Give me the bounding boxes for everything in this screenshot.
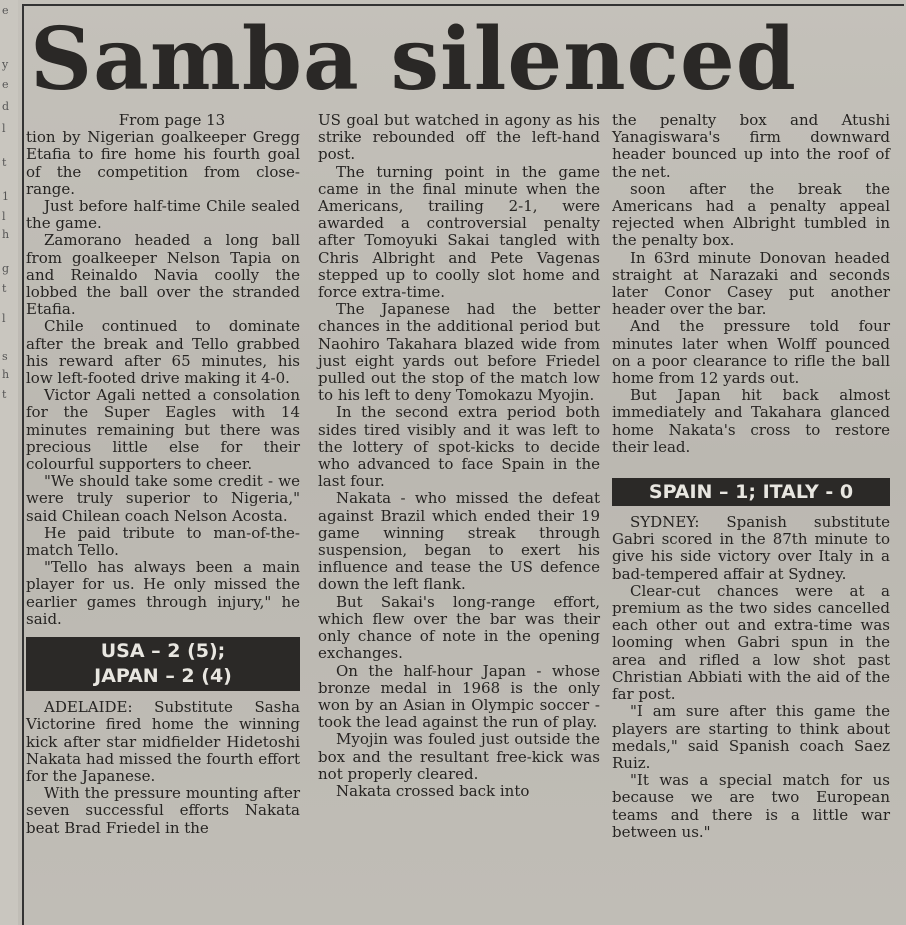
paragraph: The turning point in the game came in the final minute when the Americans, trailing 2-1, were awarded a controversial penalty after Tomoyuki Sakai tangled with Chris Albright and Pete Vagenas stepped up to coolly slot home and force extra-time.: [318, 162, 600, 302]
headline: Samba silenced: [30, 9, 797, 110]
paragraph: Zamorano headed a long ball from goalkeeper Nelson Tapia on and Reinaldo Navia coolly the lobbed the ball over the stranded Etafia.: [26, 231, 300, 319]
margin-fragment: t: [2, 156, 7, 169]
paragraph: And the pressure told four minutes later when Wolff pounced on a poor clearance to rifle the ball home from 12 yards out.: [612, 317, 890, 388]
paragraph: soon after the break the Americans had a penalty appeal rejected when Albright tumbled in the penalty box.: [612, 179, 890, 250]
paragraph: Myojin was fouled just outside the box and the resultant free-kick was not properly cleared.: [318, 730, 600, 783]
paragraph: He paid tribute to man-of-the-match Tello.: [26, 523, 300, 560]
paragraph: the penalty box and Atushi Yanagiswara's firm downward header bounced up into the roof of the net.: [612, 111, 890, 181]
paragraph: "Tello has always been a main player for us. He only missed the earlier games through injury," he said.: [26, 558, 300, 628]
margin-fragment: s: [2, 350, 8, 363]
margin-fragment: t: [2, 282, 7, 295]
paragraph: US goal but watched in agony as his strike rebounded off the left-hand post.: [318, 111, 600, 164]
margin-fragment: e: [2, 78, 9, 91]
paragraph: The Japanese had the better chances in the additional period but Naohiro Takahara blazed wide from just eight yards out before Friedel pulled out the stop of the match low to his left to deny Tomokazu Myojin.: [318, 300, 600, 405]
paragraph: In the second extra period both sides tired visibly and it was left to the lottery of spot-kicks to decide who advanced to face Spain in the last four.: [318, 403, 600, 491]
spain-italy-score-banner: SPAIN – 1; ITALY - 0: [612, 478, 890, 506]
margin-fragment: e: [2, 4, 9, 17]
banner-line: USA – 2 (5);: [100, 640, 226, 663]
usa-japan-score-banner: [26, 637, 300, 691]
margin-fragment: l: [2, 210, 6, 223]
paragraph: But Japan hit back almost immediately and Takahara glanced home Nakata's cross to restore their lead.: [612, 386, 890, 456]
paragraph: Victor Agali netted a consolation for the Super Eagles with 14 minutes remaining but there was precious little else for their colourful supporters to cheer.: [26, 386, 300, 474]
margin-fragment: h: [2, 368, 10, 381]
margin-fragment: t: [2, 388, 7, 401]
margin-fragment: l: [2, 122, 6, 135]
paragraph: "I am sure after this game the players are starting to think about medals," said Spanish coach Saez Ruiz.: [612, 702, 890, 772]
frame-left-rule: [22, 4, 24, 925]
margin-fragment: l: [2, 312, 6, 325]
margin-fragment: d: [2, 100, 10, 113]
paragraph: ADELAIDE: Substitute Sasha Victorine fired home the winning kick after star midfielder Hidetoshi Nakata had missed the fourth effort for the Japanese.: [26, 698, 300, 785]
column-2: [318, 112, 600, 800]
column-3: [612, 112, 890, 841]
paragraph: Nakata - who missed the defeat against Brazil which ended their 19 game winning streak through suspension, began to exert his influence and tease the US defence down the left flank.: [318, 489, 600, 594]
margin-fragment: h: [2, 228, 10, 241]
paragraph: tion by Nigerian goalkeeper Gregg Etafia to fire home his fourth goal of the competition from close-range.: [26, 128, 300, 198]
paragraph: "We should take some credit - we were truly superior to Nigeria," said Chilean coach Nelson Acosta.: [26, 472, 300, 525]
paragraph: Chile continued to dominate after the break and Tello grabbed his reward after 65 minutes, his low left-footed drive making it 4-0.: [26, 317, 300, 388]
paragraph: With the pressure mounting after seven successful efforts Nakata beat Brad Friedel in the: [26, 784, 300, 837]
paragraph: Clear-cut chances were at a premium as the two sides cancelled each other out and extra-time was looming when Gabri spun in the area and rifled a low shot past Christian Abbiati with the aid of the far post.: [612, 581, 890, 704]
column-1: [26, 112, 300, 837]
paragraph: On the half-hour Japan - whose bronze medal in 1968 is the only won by an Asian in Olympic soccer - took the lead against the run of play.: [318, 661, 600, 732]
margin-fragment: 1: [2, 190, 9, 203]
left-margin-strip: [0, 0, 18, 925]
paragraph: In 63rd minute Donovan headed straight at Narazaki and seconds later Conor Casey put another header over the bar.: [612, 248, 890, 319]
margin-fragment: y: [2, 58, 9, 71]
paragraph: Just before half-time Chile sealed the game.: [26, 197, 300, 233]
banner-line: JAPAN – 2 (4): [94, 665, 232, 688]
paragraph: But Sakai's long-range effort, which flew over the bar was their only chance of note in the opening exchanges.: [318, 592, 600, 663]
from-page-jump: From page 13: [118, 111, 226, 129]
paragraph: SYDNEY: Spanish substitute Gabri scored in the 87th minute to give his side victory over Italy in a bad-tempered affair at Sydney.: [612, 513, 890, 583]
margin-fragment: g: [2, 262, 10, 275]
paragraph: Nakata crossed back into: [336, 781, 530, 800]
paragraph: "It was a special match for us because we are two European teams and there is a little war between us.": [612, 771, 890, 841]
